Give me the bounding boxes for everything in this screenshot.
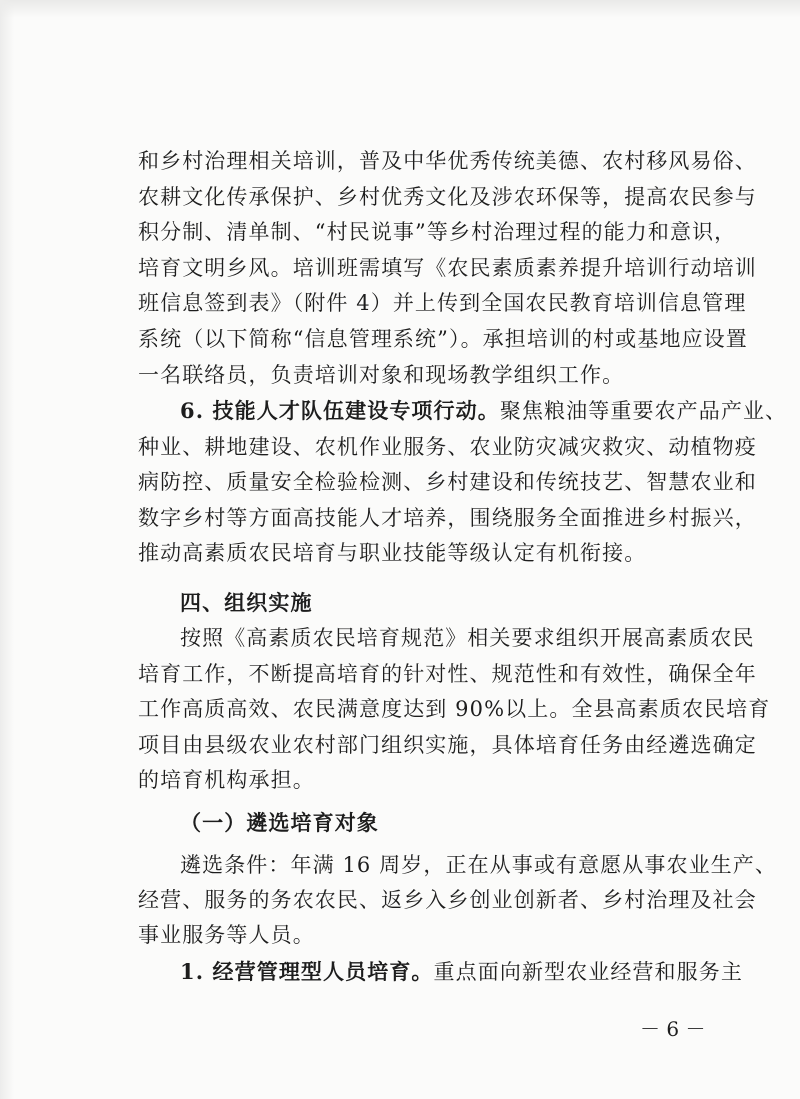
item-6-text: 聚焦粮油等重要农产品产业、	[499, 399, 788, 423]
item-6-line	[180, 396, 787, 426]
body-line: 工作高质高效、农民满意度达到 90%以上。全县高素质农民培育	[138, 697, 771, 721]
body-line: 遴选条件：年满 16 周岁，正在从事或有意愿从事农业生产、	[180, 853, 777, 877]
body-line: 积分制、清单制、“村民说事”等乡村治理过程的能力和意识，	[138, 220, 737, 244]
body-line: 班信息签到表》（附件 4）并上传到全国农民教育培训信息管理	[138, 291, 747, 315]
body-line: 和乡村治理相关培训，普及中华优秀传统美德、农村移风易俗、	[138, 149, 757, 173]
item-1-lead: 1. 经营管理型人员培育。	[180, 959, 434, 984]
item-1-text: 重点面向新型农业经营和服务主	[433, 960, 743, 984]
body-line: 培育文明乡风。培训班需填写《农民素质素养提升培训行动培训	[138, 256, 757, 280]
body-line: 农耕文化传承保护、乡村优秀文化及涉农环保等，提高农民参与	[138, 185, 757, 209]
section-heading: 四、组织实施	[180, 590, 313, 615]
body-line: 经营、服务的务农农民、返乡入乡创业创新者、乡村治理及社会	[138, 888, 757, 912]
body-line: 的培育机构承担。	[138, 768, 315, 792]
item-1-line	[180, 957, 743, 987]
body-line: 事业服务等人员。	[138, 923, 315, 947]
scan-edge-top	[0, 0, 800, 18]
body-line: 系统（以下简称“信息管理系统”）。承担培训的村或基地应设置	[138, 327, 748, 351]
body-line: 推动高素质农民培育与职业技能等级认定有机衔接。	[138, 541, 647, 565]
page-number: － 6 －	[640, 1017, 706, 1041]
item-6-lead: 6. 技能人才队伍建设专项行动。	[180, 398, 500, 423]
body-line: 种业、耕地建设、农机作业服务、农业防灾减灾救灾、动植物疫	[138, 435, 757, 459]
subsection-heading: （一）遴选培育对象	[180, 810, 379, 835]
body-line: 病防控、质量安全检验检测、乡村建设和传统技艺、智慧农业和	[138, 470, 757, 494]
scan-edge-left	[0, 0, 14, 1099]
body-line: 培育工作，不断提高培育的针对性、规范性和有效性，确保全年	[138, 662, 757, 686]
body-line: 一名联络员，负责培训对象和现场教学组织工作。	[138, 363, 625, 387]
body-line: 项目由县级农业农村部门组织实施，具体培育任务由经遴选确定	[138, 733, 757, 757]
body-line: 按照《高素质农民培育规范》相关要求组织开展高素质农民	[180, 626, 755, 650]
body-line: 数字乡村等方面高技能人才培养，围绕服务全面推进乡村振兴，	[138, 506, 757, 530]
